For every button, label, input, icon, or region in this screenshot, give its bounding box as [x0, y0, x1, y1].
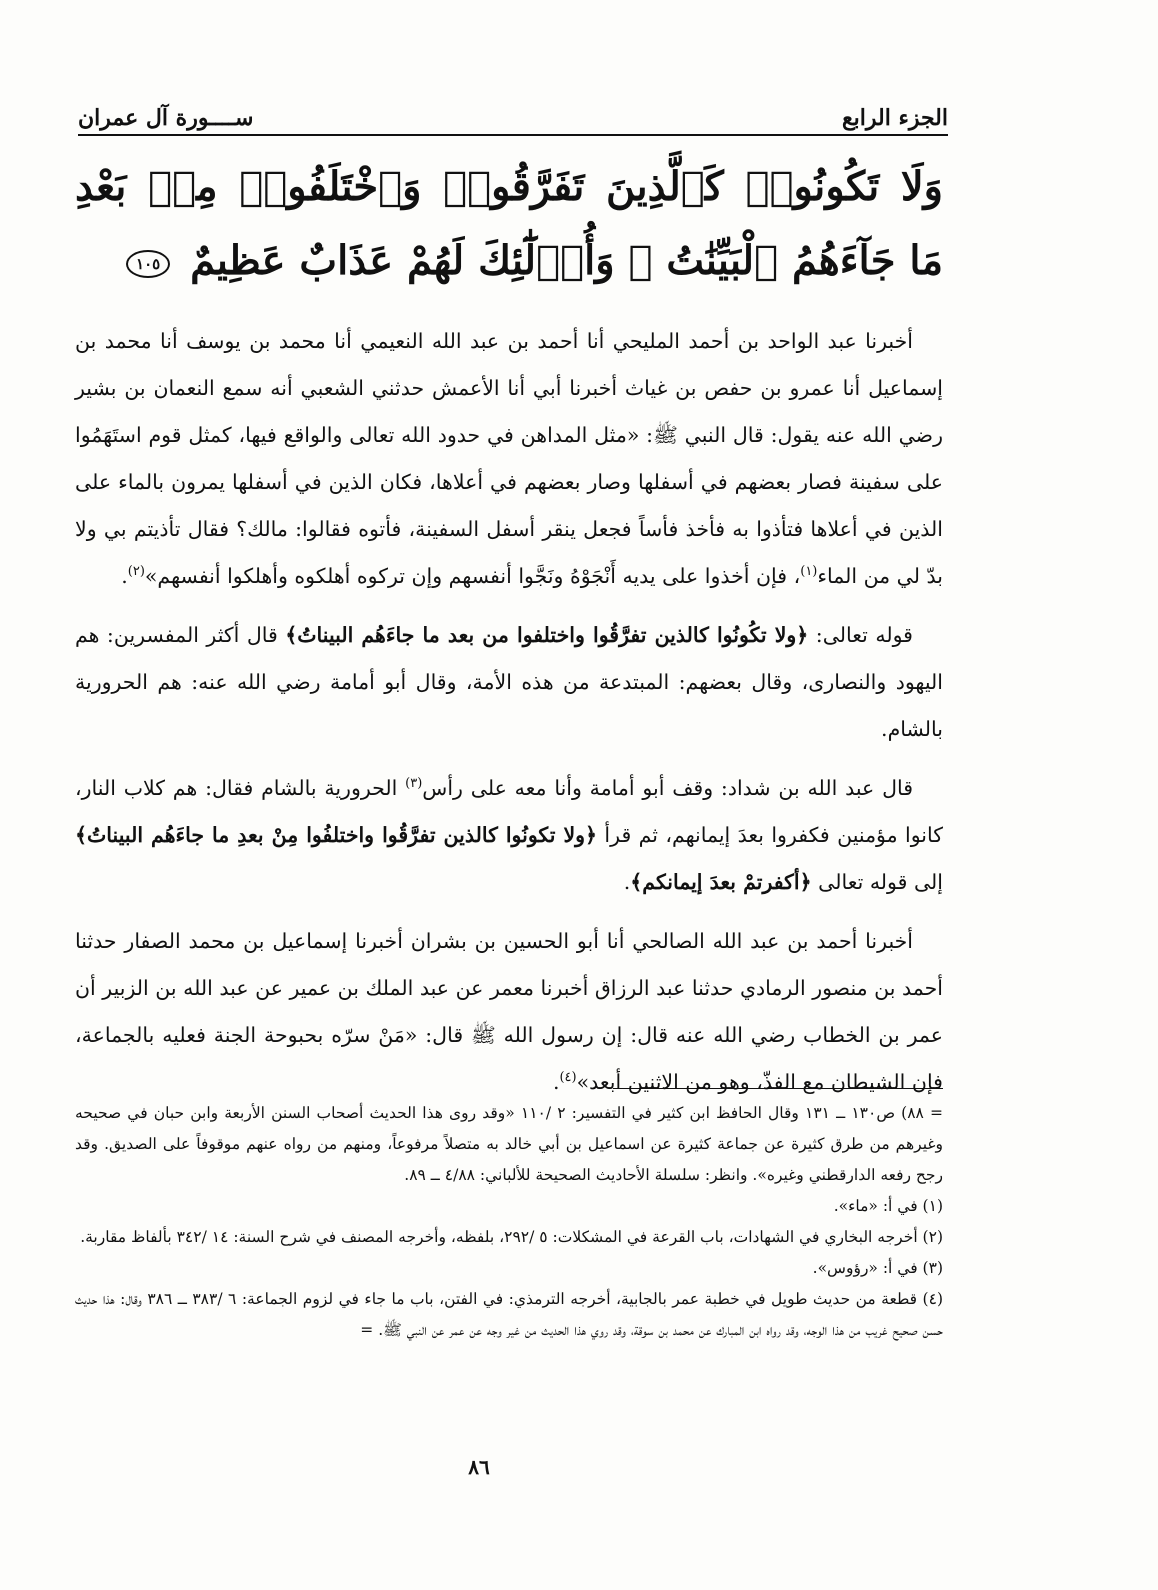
- p3-start: قال عبد الله بن شداد: وقف أبو أمامة وأنا معه على رأس: [422, 776, 914, 800]
- p1-end: .: [121, 564, 128, 588]
- p3-end: .: [623, 870, 631, 894]
- commentary-body: [75, 318, 943, 1118]
- paragraph-1: [75, 318, 943, 600]
- p3-mid2: إلى قوله تعالى: [811, 870, 943, 894]
- p2-quote: ﴿ولا تكُونُوا كالذين تفرَّقُوا واختلفوا من بعد ما جاءَهُم البيناتُ﴾: [285, 623, 809, 647]
- quran-verse: [75, 150, 943, 298]
- paragraph-2: [75, 612, 943, 753]
- p1-mid: ، فإن أخذوا على يديه أَنْجَوْهُ ونَجَّوا أنفسهم وإن تركوه أهلكوه وأهلكوا أنفسهم»: [144, 564, 801, 588]
- footnote-4: (٤) قطعة من حديث طويل في خطبة عمر بالجابية، أخرجه الترمذي: في الفتن، باب ما جاء في لزوم الجماعة: ٦ /٣٨٣ ــ ٣٨٦ وقال: هذا حديث حسن صحيح غريب من هذا الوجه، وقد رواه ابن المبارك عن محمد بن سوقة، وقد روي هذا الحديث من غير وجه عن عمر عن النبي ﷺ. =: [75, 1290, 943, 1339]
- footnote-ref-2: (٢): [127, 564, 145, 580]
- footnote-ref-4: (٤): [559, 1070, 577, 1086]
- verse-number-ornament: ١٠٥: [126, 250, 170, 278]
- footnote-3: (٣) في أ: «رؤوس».: [812, 1259, 943, 1277]
- footnote-ref-1: (١): [800, 564, 818, 580]
- header-part-title: الجزء الرابع: [841, 105, 948, 131]
- p1-text: أخبرنا عبد الواحد بن أحمد المليحي أنا أحمد بن عبد الله النعيمي أنا محمد بن يوسف أنا محمد بن إسماعيل أنا عمرو بن حفص بن غياث أخبرنا أبي أنا الأعمش حدثني الشعبي أنه سمع النعمان بن بشير رضي الله عنه يقول: قال النبي ﷺ: «مثل المداهن في حدود الله تعالى والواقع فيها، كمثل قوم استَهَمُوا على سفينة فصار بعضهم في أسفلها وصار بعضهم في أعلاها، فكان الذين في أسفلها يمرون بالماء على الذين في أعلاها فتأذوا به فأخذ فأساً فجعل ينقر أسفل السفينة، فأتوه فقالوا: مالك؟ فقال تأذيتم بي ولا بدّ لي من الماء: [75, 329, 943, 588]
- footnote-1: (١) في أ: «ماء».: [833, 1197, 943, 1215]
- running-header: [78, 95, 948, 131]
- paragraph-4: [75, 918, 943, 1106]
- header-divider: [78, 134, 948, 136]
- footnote-divider: [613, 1088, 943, 1089]
- p3-quote-2: ﴿أكفرتمْ بعدَ إيمانكم﴾: [630, 870, 812, 894]
- p2-start: قوله تعالى:: [808, 623, 913, 647]
- footnote-continued: = ٨٨) ص١٣٠ ــ ١٣١ وقال الحافظ ابن كثير في التفسير: ٢ /١١٠ «وقد روى هذا الحديث أصحاب السنن الأربعة وابن حبان في صحيحه وغيرهم من طرق كثيرة عن جماعة كثيرة عن اسماعيل بن أبي خالد به متصلاً مرفوعاً، ومنهم من رواه عنهم موقوفاً على الصديق. وقد رجح رفعه الدارقطني وغيره». وانظر: سلسلة الأحاديث الصحيحة للألباني: ٤/٨٨ ــ ٨٩.: [75, 1104, 943, 1184]
- page-number: [0, 1455, 1158, 1479]
- footnote-2: (٢) أخرجه البخاري في الشهادات، باب القرعة في المشكلات: ٥ /٢٩٢، بلفظه، وأخرجه المصنف في شرح السنة: ١٤ /٣٤٢ بألفاظ مقاربة.: [80, 1228, 943, 1246]
- p4-text: أخبرنا أحمد بن عبد الله الصالحي أنا أبو الحسين بن بشران أخبرنا إسماعيل بن محمد الصفار حدثنا أحمد بن منصور الرمادي حدثنا عبد الرزاق أخبرنا معمر عن عبد الملك بن عمير عن عبد الله بن الزبير أن عمر بن الخطاب رضي الله عنه قال: إن رسول الله ﷺ قال: «مَنْ سرّه بحبوحة الجنة فعليه بالجماعة، فإن الشيطان مع الفذّ، وهو من الاثنين أبعد»: [75, 929, 943, 1094]
- p3-mid: الحرورية بالشام فقال: هم كلاب النار، كانوا مؤمنين فكفروا بعدَ إيمانهم، ثم قرأ: [75, 776, 943, 847]
- page-number-text: ٨٦: [468, 1455, 490, 1479]
- p4-end: .: [552, 1070, 560, 1094]
- verse-text: وَلَا تَكُونُوا۟ كَٱلَّذِينَ تَفَرَّقُوا۟ وَٱخْتَلَفُوا۟ مِنۢ بَعْدِ مَا جَآءَهُمُ ٱلْبَيِّنَٰتُ ۚ وَأُو۟لَٰٓئِكَ لَهُمْ عَذَابٌ عَظِيمٌ: [75, 163, 943, 284]
- footnotes: [75, 1098, 943, 1346]
- p3-quote-1: ﴿ولا تكونُوا كالذين تفرَّقُوا واختلفُوا مِنْ بعدِ ما جاءَهُم البيناتُ﴾: [75, 823, 598, 847]
- header-surah-title: ســــورة آل عمران: [78, 105, 254, 131]
- paragraph-3: [75, 765, 943, 906]
- p2-end: قال أكثر المفسرين: هم اليهود والنصارى، وقال بعضهم: المبتدعة من هذه الأمة، وقال أبو أمامة رضي الله عنه: هم الحرورية بالشام.: [75, 623, 943, 741]
- footnote-ref-3: (٣): [405, 776, 423, 792]
